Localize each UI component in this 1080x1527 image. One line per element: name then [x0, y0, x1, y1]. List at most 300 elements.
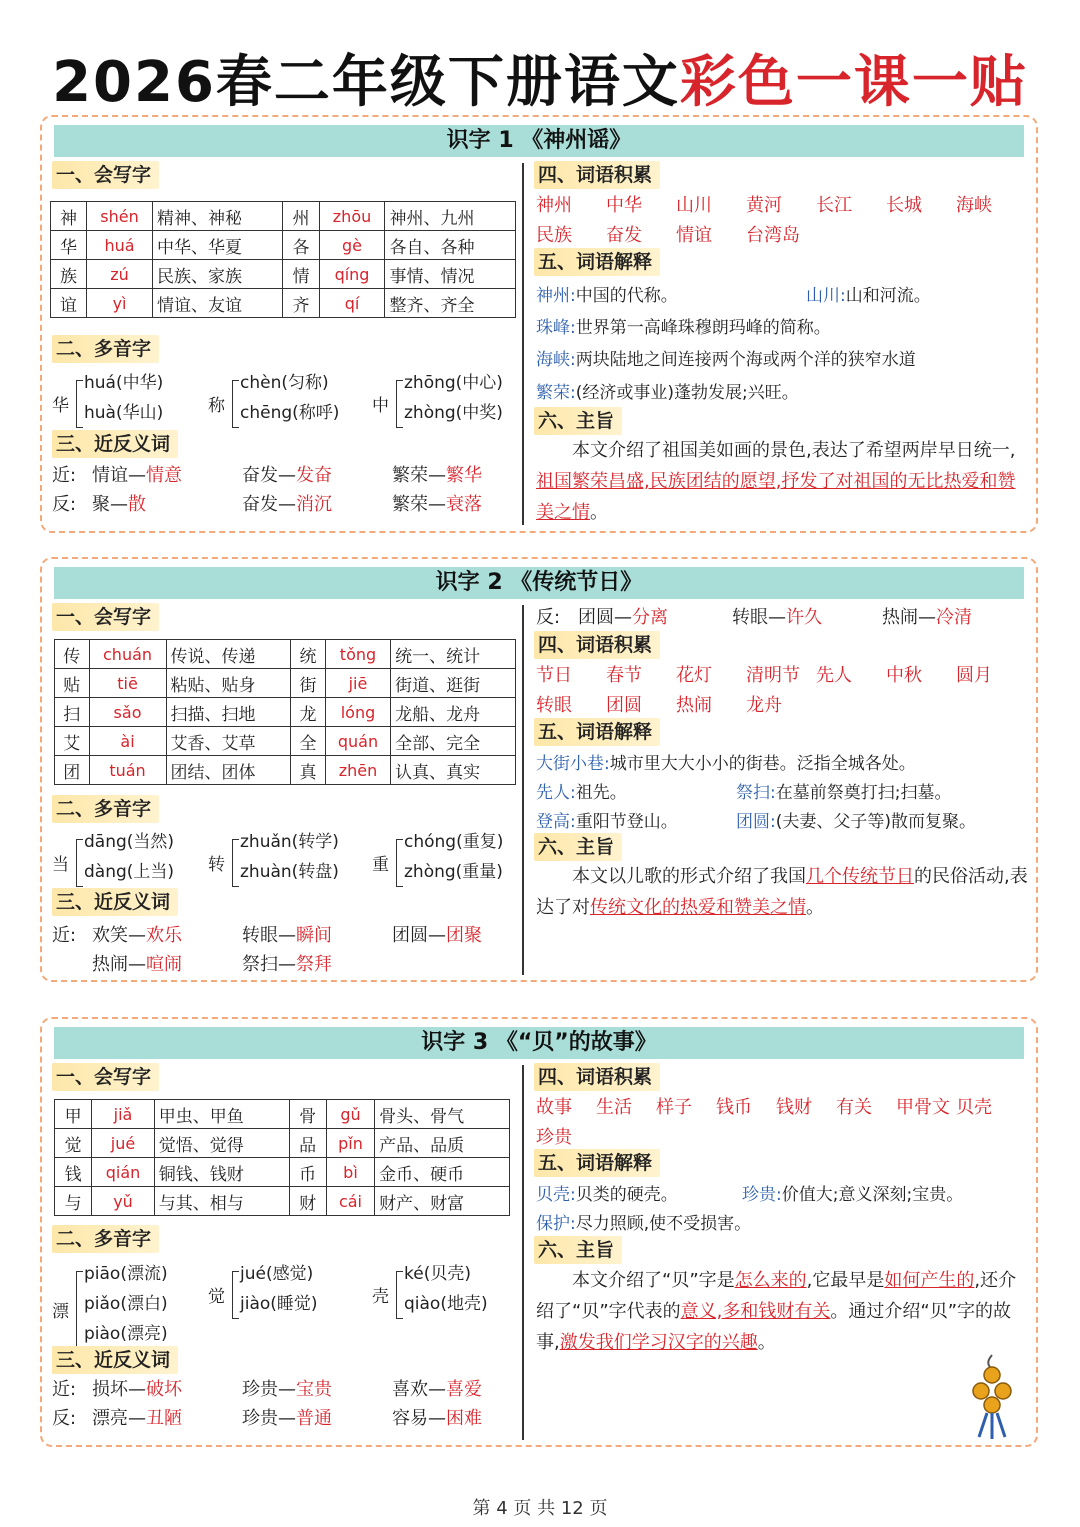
- pair-a: 团圆—: [392, 925, 446, 946]
- char-cell: 街: [291, 669, 326, 698]
- vocab-word: 长江: [816, 195, 852, 216]
- poly-item: [372, 372, 522, 438]
- word-pair: [92, 921, 182, 947]
- char-cell: 龙: [291, 698, 326, 727]
- pair-a: 珍贵—: [242, 1379, 296, 1400]
- pair-b: 消沉: [296, 494, 332, 515]
- definition-text: (夫妻、父子等)散而复聚。: [775, 812, 976, 832]
- words-cell: 铜钱、钱财: [154, 1158, 289, 1187]
- pair-a: 热闹—: [92, 954, 146, 975]
- words-cell: 产品、品质: [375, 1129, 510, 1158]
- vocab-word: 情谊: [676, 225, 712, 246]
- char-table: [54, 639, 516, 785]
- vocab-word: 节日: [536, 665, 572, 686]
- pair-a: 祭扫—: [242, 954, 296, 975]
- reading: zhuǎn(转学): [240, 832, 339, 852]
- vocab-word: 转眼: [536, 695, 572, 716]
- words-cell: 扫描、扫地: [166, 698, 291, 727]
- word-pair: [242, 950, 332, 976]
- pair-a: 转眼—: [732, 607, 786, 628]
- pinyin-cell: lóng: [325, 698, 390, 727]
- definition-term: 珠峰:: [536, 318, 576, 338]
- pinyin-cell: tǒng: [325, 640, 390, 669]
- word-pair: [92, 950, 182, 976]
- poly-item: [372, 1263, 522, 1329]
- definition-term: 珍贵:: [742, 1185, 782, 1205]
- poly-char: 中: [372, 396, 389, 416]
- definition-text: 在墓前祭奠打扫;扫墓。: [775, 783, 952, 803]
- reading: chèn(匀称): [240, 373, 329, 393]
- word-pair: [242, 1375, 332, 1401]
- lesson-1-card: [40, 115, 1038, 533]
- pair-b: 喧闹: [146, 954, 182, 975]
- char-cell: 贴: [55, 669, 90, 698]
- pinyin-cell: huá: [87, 231, 153, 260]
- definition-term: 登高:: [536, 812, 576, 832]
- words-cell: 事情、情况: [385, 260, 516, 289]
- words-cell: 神州、九州: [385, 202, 516, 231]
- pinyin-cell: zhēn: [325, 756, 390, 785]
- char-cell: 情: [283, 260, 319, 289]
- vocab-word: 故事: [536, 1097, 572, 1118]
- pinyin-cell: chuán: [89, 640, 166, 669]
- pair-b: 瞬间: [296, 925, 332, 946]
- word-pair: [392, 921, 482, 947]
- vocab-word: 海峡: [956, 195, 992, 216]
- pinyin-cell: shén: [87, 202, 153, 231]
- char-table: [50, 201, 516, 318]
- char-cell: 齐: [283, 289, 319, 318]
- pair-a: 聚—: [92, 494, 128, 515]
- definition: [536, 807, 678, 832]
- char-table: [54, 1099, 510, 1216]
- poly-item: [208, 372, 358, 438]
- vocab-word: 神州: [536, 195, 572, 216]
- pinyin-cell: jiǎ: [92, 1100, 154, 1129]
- pinyin-cell: qí: [319, 289, 385, 318]
- title-red: 彩色一课一贴: [679, 50, 1028, 115]
- word-pair: [882, 603, 972, 629]
- word-pair: [392, 461, 482, 487]
- pair-a: 欢笑—: [92, 925, 146, 946]
- words-cell: 各自、各种: [385, 231, 516, 260]
- definition: [536, 281, 678, 306]
- pair-b: 欢乐: [146, 925, 182, 946]
- definition: [536, 749, 916, 774]
- brace: [76, 839, 83, 887]
- reading: ké(贝壳): [404, 1264, 471, 1284]
- table-row: [55, 698, 516, 727]
- section-syn: 三、近反义词: [52, 430, 178, 458]
- column-divider: [522, 163, 524, 525]
- poly-char: 漂: [52, 1302, 69, 1322]
- table-row: [55, 669, 516, 698]
- brace: [232, 839, 239, 887]
- poly-char: 当: [52, 855, 69, 875]
- words-cell: 甲虫、甲鱼: [154, 1100, 289, 1129]
- lesson-3-heading: 识字 3 《“贝”的故事》: [54, 1027, 1024, 1059]
- pair-a: 热闹—: [882, 607, 936, 628]
- pair-b: 繁华: [446, 465, 482, 486]
- word-pair: [242, 921, 332, 947]
- theme-text: 本文介绍了“贝”字是怎么来的,它最早是如何产生的,还介绍了“贝”字代表的意义,多和钱财有关。通过介绍“贝”字的故事,激发我们学习汉字的兴趣。: [536, 1270, 1017, 1353]
- pair-a: 损坏—: [92, 1379, 146, 1400]
- poly-char: 华: [52, 396, 69, 416]
- vocab-word: 先人: [816, 665, 852, 686]
- vocab-word: 清明节: [746, 665, 800, 686]
- definition-term: 神州:: [536, 286, 576, 306]
- char-cell: 财: [289, 1187, 326, 1216]
- vocab-word: 甲骨文: [896, 1097, 950, 1118]
- page-footer: 第 4 页 共 12 页: [472, 1498, 608, 1519]
- definition: [736, 807, 976, 832]
- reading: piāo(漂流): [84, 1264, 168, 1284]
- char-cell: 艾: [55, 727, 90, 756]
- vocab-word: 中华: [606, 195, 642, 216]
- pair-b: 许久: [786, 607, 822, 628]
- char-cell: 传: [55, 640, 90, 669]
- word-pair: [92, 490, 146, 516]
- vocab-word: 贝壳: [956, 1097, 992, 1118]
- vocab-word: 龙舟: [746, 695, 782, 716]
- words-cell: 与其、相与: [154, 1187, 289, 1216]
- vocab-word: 圆月: [956, 665, 992, 686]
- words-cell: 精神、神秘: [152, 202, 283, 231]
- char-cell: 币: [289, 1158, 326, 1187]
- pinyin-cell: zhōu: [319, 202, 385, 231]
- vocab-word: 黄河: [746, 195, 782, 216]
- definition-text: 两块陆地之间连接两个海或两个洋的狭窄水道: [575, 350, 916, 370]
- char-cell: 统: [291, 640, 326, 669]
- vocab-word: 长城: [886, 195, 922, 216]
- definition: [536, 778, 627, 803]
- words-cell: 觉悟、觉得: [154, 1129, 289, 1158]
- words-cell: 财产、财富: [375, 1187, 510, 1216]
- definition: [736, 778, 951, 803]
- table-row: [55, 1187, 510, 1216]
- word-pair: [392, 1404, 482, 1430]
- brace: [396, 839, 403, 887]
- char-cell: 谊: [51, 289, 87, 318]
- reading: qiào(地壳): [404, 1294, 488, 1314]
- section-theme: 六、主旨: [534, 1236, 622, 1264]
- poly-item: [208, 831, 358, 897]
- pair-a: 情谊—: [92, 465, 146, 486]
- pinyin-cell: quán: [325, 727, 390, 756]
- words-cell: 传说、传递: [166, 640, 291, 669]
- table-row: [51, 202, 516, 231]
- pinyin-cell: jué: [92, 1129, 154, 1158]
- char-cell: 州: [283, 202, 319, 231]
- section-defs: 五、词语解释: [534, 1149, 660, 1177]
- pinyin-cell: tuán: [89, 756, 166, 785]
- pair-a: 奋发—: [242, 494, 296, 515]
- word-pair: [242, 490, 332, 516]
- pinyin-cell: gè: [319, 231, 385, 260]
- definition-text: 城市里大大小小的街巷。泛指全城各处。: [609, 754, 916, 774]
- lesson-3-card: [40, 1017, 1038, 1447]
- pair-b: 衰落: [446, 494, 482, 515]
- pair-b: 破坏: [146, 1379, 182, 1400]
- section-write: 一、会写字: [52, 1063, 159, 1091]
- definition-text: 尽力照顾,使不受损害。: [575, 1214, 752, 1234]
- definition-term: 繁荣:: [536, 383, 576, 403]
- definition-term: 先人:: [536, 783, 576, 803]
- pair-a: 珍贵—: [242, 1408, 296, 1429]
- pinyin-cell: bì: [326, 1158, 374, 1187]
- char-cell: 真: [291, 756, 326, 785]
- vocab-word: 珍贵: [536, 1127, 572, 1148]
- definition-term: 山川:: [806, 286, 846, 306]
- section-defs: 五、词语解释: [534, 718, 660, 746]
- table-row: [51, 289, 516, 318]
- column-divider: [522, 605, 524, 975]
- section-write: 一、会写字: [52, 603, 159, 631]
- reading: jué(感觉): [240, 1264, 314, 1284]
- vocab-word: 生活: [596, 1097, 632, 1118]
- words-cell: 统一、统计: [391, 640, 516, 669]
- vocab-word: 钱币: [716, 1097, 752, 1118]
- pair-b: 喜爱: [446, 1379, 482, 1400]
- definition-text: 价值大;意义深刻;宝贵。: [781, 1185, 964, 1205]
- table-row: [55, 1158, 510, 1187]
- section-vocab: 四、词语积累: [534, 631, 660, 659]
- pair-label: 近:: [52, 1379, 77, 1400]
- definition-term: 保护:: [536, 1214, 576, 1234]
- theme-text: 本文介绍了祖国美如画的景色,表达了希望两岸早日统一,祖国繁荣昌盛,民族团结的愿望,抒发了对祖国的无比热爱和赞美之情。: [536, 440, 1016, 523]
- word-pair: [92, 461, 182, 487]
- poly-char: 称: [208, 396, 225, 416]
- word-pair: [92, 1375, 182, 1401]
- pinyin-cell: yì: [87, 289, 153, 318]
- poly-item: [52, 1263, 202, 1359]
- vocab-word: 中秋: [886, 665, 922, 686]
- table-row: [55, 1129, 510, 1158]
- table-row: [51, 231, 516, 260]
- table-row: [55, 727, 516, 756]
- section-theme: 六、主旨: [534, 833, 622, 861]
- reading: jiào(睡觉): [240, 1294, 318, 1314]
- pinyin-cell: qíng: [319, 260, 385, 289]
- table-row: [55, 640, 516, 669]
- section-defs: 五、词语解释: [534, 248, 660, 276]
- definition-term: 大街小巷:: [536, 754, 610, 774]
- lesson-1-heading: 识字 1 《神州谣》: [54, 125, 1024, 157]
- definition-term: 祭扫:: [736, 783, 776, 803]
- section-theme: 六、主旨: [534, 407, 622, 435]
- definition: [536, 345, 916, 370]
- pair-label: 反:: [52, 1408, 77, 1429]
- section-write: 一、会写字: [52, 161, 159, 189]
- char-cell: 族: [51, 260, 87, 289]
- char-cell: 团: [55, 756, 90, 785]
- vocab-word: 花灯: [676, 665, 712, 686]
- table-row: [51, 260, 516, 289]
- section-poly: 二、多音字: [52, 795, 159, 823]
- reading: zhòng(中奖): [404, 403, 503, 423]
- pair-label: 反:: [536, 607, 561, 628]
- definition-text: 重阳节登山。: [575, 812, 678, 832]
- reading: zhòng(重量): [404, 862, 503, 882]
- word-pair: [732, 603, 822, 629]
- definition: [536, 1209, 751, 1234]
- char-cell: 扫: [55, 698, 90, 727]
- pair-a: 繁荣—: [392, 494, 446, 515]
- words-cell: 粘贴、贴身: [166, 669, 291, 698]
- pinyin-cell: sǎo: [89, 698, 166, 727]
- vocab-word: 有关: [836, 1097, 872, 1118]
- pair-a: 繁荣—: [392, 465, 446, 486]
- words-cell: 整齐、齐全: [385, 289, 516, 318]
- definition: [536, 1180, 678, 1205]
- poly-char: 觉: [208, 1287, 225, 1307]
- theme-text: 本文以儿歌的形式介绍了我国几个传统节日的民俗活动,表达了对传统文化的热爱和赞美之情。: [536, 866, 1028, 918]
- brace: [232, 1271, 239, 1319]
- pair-a: 转眼—: [242, 925, 296, 946]
- vocab-word: 奋发: [606, 225, 642, 246]
- brace: [396, 1271, 403, 1319]
- vocab-word: 春节: [606, 665, 642, 686]
- char-cell: 神: [51, 202, 87, 231]
- words-cell: 金币、硬币: [375, 1158, 510, 1187]
- brace: [76, 380, 83, 428]
- poly-char: 壳: [372, 1287, 389, 1307]
- definition-text: (经济或事业)蓬勃发展;兴旺。: [575, 383, 799, 403]
- vocab-word: 钱财: [776, 1097, 812, 1118]
- definition-term: 贝壳:: [536, 1185, 576, 1205]
- vocab-word: 民族: [536, 225, 572, 246]
- pinyin-cell: zú: [87, 260, 153, 289]
- char-cell: 与: [55, 1187, 92, 1216]
- char-cell: 骨: [289, 1100, 326, 1129]
- poly-item: [52, 372, 202, 438]
- reading: zhuàn(转盘): [240, 862, 339, 882]
- brace: [76, 1271, 83, 1349]
- pinyin-cell: qián: [92, 1158, 154, 1187]
- pair-label: 近:: [52, 925, 77, 946]
- word-pair: [392, 1375, 482, 1401]
- shell-money-icon: [957, 1351, 1027, 1441]
- char-cell: 觉: [55, 1129, 92, 1158]
- reading: piào(漂亮): [84, 1324, 168, 1344]
- reading: huá(中华): [84, 373, 164, 393]
- pinyin-cell: cái: [326, 1187, 374, 1216]
- pair-b: 困难: [446, 1408, 482, 1429]
- words-cell: 骨头、骨气: [375, 1100, 510, 1129]
- reading: huà(华山): [84, 403, 164, 423]
- pair-b: 普通: [296, 1408, 332, 1429]
- pair-b: 分离: [632, 607, 668, 628]
- word-pair: [92, 1404, 182, 1430]
- definition-text: 贝类的硬壳。: [575, 1185, 678, 1205]
- char-cell: 华: [51, 231, 87, 260]
- section-vocab: 四、词语积累: [534, 1063, 660, 1091]
- words-cell: 中华、华夏: [152, 231, 283, 260]
- words-cell: 龙船、龙舟: [391, 698, 516, 727]
- words-cell: 全部、完全: [391, 727, 516, 756]
- table-row: [55, 756, 516, 785]
- pair-label: 反:: [52, 494, 77, 515]
- pair-a: 奋发—: [242, 465, 296, 486]
- section-poly: 二、多音字: [52, 1225, 159, 1253]
- pair-a: 团圆—: [578, 607, 632, 628]
- pair-a: 喜欢—: [392, 1379, 446, 1400]
- pinyin-cell: gǔ: [326, 1100, 374, 1129]
- definition: [536, 313, 831, 338]
- word-pair: [578, 603, 668, 629]
- pinyin-cell: tiē: [89, 669, 166, 698]
- pair-a: 漂亮—: [92, 1408, 146, 1429]
- poly-item: [208, 1263, 358, 1329]
- vocab-word: 台湾岛: [746, 225, 800, 246]
- column-divider: [522, 1065, 524, 1440]
- reading: chēng(称呼): [240, 403, 340, 423]
- pinyin-cell: pǐn: [326, 1129, 374, 1158]
- table-row: [55, 1100, 510, 1129]
- vocab-word: 样子: [656, 1097, 692, 1118]
- words-cell: 情谊、友谊: [152, 289, 283, 318]
- definition-text: 山和河流。: [845, 286, 931, 306]
- lesson-2-card: [40, 557, 1038, 982]
- words-cell: 街道、逛街: [391, 669, 516, 698]
- pair-b: 祭拜: [296, 954, 332, 975]
- pair-label: 近:: [52, 465, 77, 486]
- definition-text: 祖先。: [575, 783, 627, 803]
- pair-b: 团聚: [446, 925, 482, 946]
- section-poly: 二、多音字: [52, 335, 159, 363]
- definition-text: 世界第一高峰珠穆朗玛峰的简称。: [575, 318, 831, 338]
- pair-b: 冷清: [936, 607, 972, 628]
- section-syn: 三、近反义词: [52, 1346, 178, 1374]
- lesson-2-heading: 识字 2 《传统节日》: [54, 567, 1024, 599]
- char-cell: 钱: [55, 1158, 92, 1187]
- reading: chóng(重复): [404, 832, 504, 852]
- pair-b: 发奋: [296, 465, 332, 486]
- pair-b: 散: [128, 494, 146, 515]
- words-cell: 民族、家族: [152, 260, 283, 289]
- char-cell: 甲: [55, 1100, 92, 1129]
- vocab-word: 团圆: [606, 695, 642, 716]
- pair-b: 情意: [146, 465, 182, 486]
- definition: [742, 1180, 963, 1205]
- pair-b: 丑陋: [146, 1408, 182, 1429]
- words-cell: 艾香、艾草: [166, 727, 291, 756]
- vocab-word: 热闹: [676, 695, 712, 716]
- words-cell: 团结、团体: [166, 756, 291, 785]
- poly-char: 转: [208, 855, 225, 875]
- page-title: [0, 38, 1080, 118]
- pair-b: 宝贵: [296, 1379, 332, 1400]
- brace: [396, 380, 403, 428]
- definition: [536, 378, 799, 403]
- definition-term: 海峡:: [536, 350, 576, 370]
- title-black: 2026春二年级下册语文: [52, 50, 680, 115]
- section-syn: 三、近反义词: [52, 888, 178, 916]
- definition-term: 团圆:: [736, 812, 776, 832]
- reading: dàng(上当): [84, 862, 175, 882]
- vocab-word: 山川: [676, 195, 712, 216]
- reading: dāng(当然): [84, 832, 175, 852]
- brace: [232, 380, 239, 428]
- reading: piǎo(漂白): [84, 1294, 168, 1314]
- poly-char: 重: [372, 855, 389, 875]
- pinyin-cell: yǔ: [92, 1187, 154, 1216]
- reading: zhōng(中心): [404, 373, 503, 393]
- section-vocab: 四、词语积累: [534, 161, 660, 189]
- definition-text: 中国的代称。: [575, 286, 678, 306]
- poly-item: [372, 831, 522, 897]
- words-cell: 认真、真实: [391, 756, 516, 785]
